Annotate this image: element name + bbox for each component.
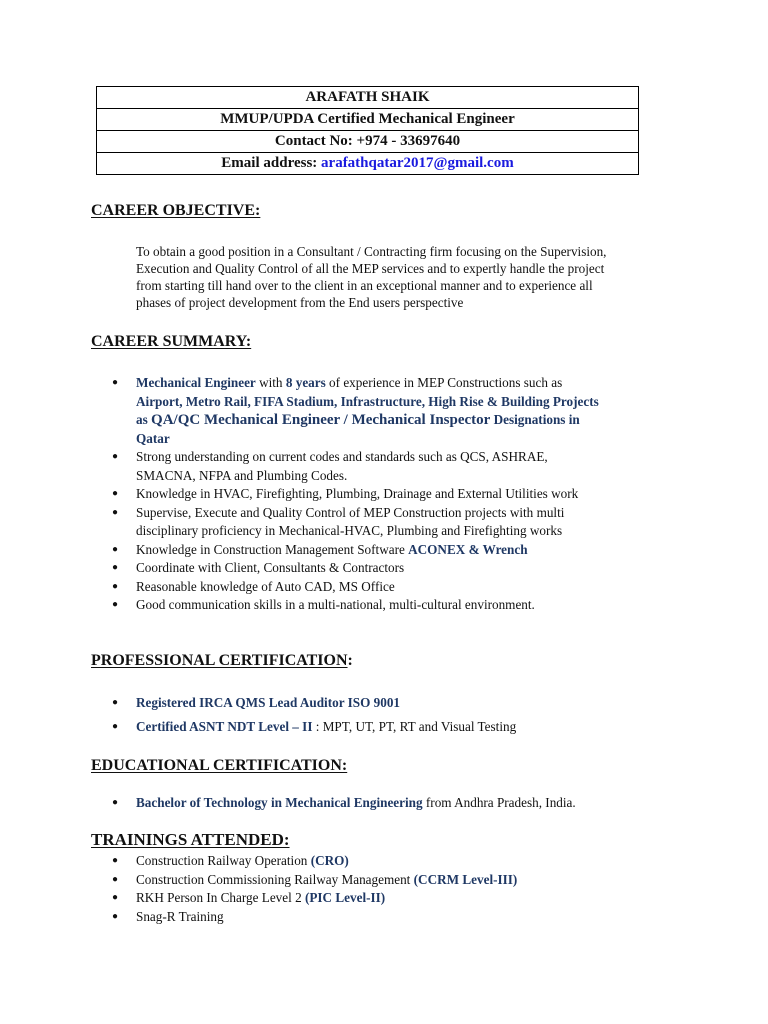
list-item (108, 448, 668, 485)
bullet-icon: ● (112, 451, 119, 462)
career-objective-heading: CAREER OBJECTIVE: (91, 202, 261, 219)
summary-text: Reasonable knowledge of Auto CAD, MS Office (136, 578, 395, 594)
bullet-icon: ● (112, 599, 119, 610)
educational-certification-list (108, 794, 668, 813)
trainings-list (108, 852, 668, 926)
bullet-icon: ● (112, 562, 119, 573)
summary-text: Supervise, Execute and Quality Control of MEP Construction projects with multi (136, 504, 565, 520)
objective-line: from starting till hand over to the client in an exceptional manner and to experience all (136, 278, 593, 293)
list-item (108, 504, 668, 541)
bullet-icon: ● (112, 797, 119, 808)
objective-line: Execution and Quality Control of all the MEP services and to expertly handle the project (136, 261, 605, 276)
training-code: (CRO) (310, 853, 349, 868)
list-item (108, 541, 668, 560)
bullet-icon: ● (112, 377, 119, 388)
bullet-icon: ● (112, 506, 119, 518)
summary-text: Knowledge in HVAC, Firefighting, Plumbing, Drainage and External Utilities work (136, 486, 579, 501)
role-text: Mechanical Engineer (136, 375, 256, 390)
list-item (108, 889, 668, 908)
educational-certification-heading: EDUCATIONAL CERTIFICATION: (91, 757, 348, 774)
as-text: as (136, 412, 152, 427)
objective-line: phases of project development from the End users perspective (136, 295, 464, 310)
training-text: RKH Person In Charge Level 2 (136, 890, 305, 905)
header-table (96, 86, 639, 175)
email-row (97, 153, 639, 175)
qatar-text: Qatar (136, 430, 170, 446)
bullet-icon: ● (112, 892, 119, 903)
bullet-icon: ● (112, 720, 119, 732)
training-code: (CCRM Level-III) (413, 871, 518, 887)
summary-text: disciplinary proficiency in Mechanical-HVAC, Plumbing and Firefighting works (136, 523, 563, 538)
training-text: Snag-R Training (136, 908, 224, 924)
trainings-heading: TRAININGS ATTENDED: (91, 830, 290, 849)
summary-text: with (255, 375, 286, 390)
summary-text: SMACNA, NFPA and Plumbing Codes. (136, 467, 348, 483)
email-label: Email address: (221, 155, 322, 171)
years-text: 8 years (285, 375, 326, 390)
career-summary-heading: CAREER SUMMARY: (91, 333, 252, 350)
summary-text: Strong understanding on current codes and standards such as QCS, ASHRAE, (136, 449, 548, 464)
list-item (108, 794, 668, 813)
email-link[interactable]: arafathqatar2017@gmail.com (321, 155, 514, 171)
list-item (108, 852, 668, 871)
summary-text: Coordinate with Client, Consultants & Contractors (136, 560, 405, 575)
projects-text: Airport, Metro Rail, FIFA Stadium, Infrastructure, High Rise & Building Projects (136, 393, 599, 409)
bullet-icon: ● (112, 488, 119, 499)
summary-text: of experience in MEP Constructions such as (325, 375, 563, 390)
list-item (108, 578, 668, 597)
training-text: Construction Commissioning Railway Management (136, 871, 414, 887)
degree-text: Bachelor of Technology in Mechanical Engineering (136, 795, 423, 810)
training-text: Construction Railway Operation (136, 853, 311, 868)
bullet-icon: ● (112, 543, 119, 555)
heading-text: PROFESSIONAL CERTIFICATION (91, 652, 348, 669)
bullet-icon: ● (112, 697, 119, 708)
bullet-icon: ● (112, 873, 119, 885)
contact-number: Contact No: +974 - 33697640 (97, 131, 639, 153)
candidate-title: MMUP/UPDA Certified Mechanical Engineer (97, 109, 639, 131)
software-text: ACONEX & Wrench (408, 541, 528, 557)
candidate-name: ARAFATH SHAIK (97, 87, 639, 109)
designations-text: Designations in (490, 412, 580, 427)
summary-text: Good communication skills in a multi-national, multi-cultural environment. (136, 597, 535, 612)
certification-text: Certified ASNT NDT Level – II (136, 718, 313, 734)
career-objective-text (136, 243, 676, 311)
list-item (108, 559, 668, 578)
list-item (108, 485, 668, 504)
certification-rest: : MPT, UT, PT, RT and Visual Testing (312, 718, 517, 734)
career-summary-list (108, 374, 668, 615)
bullet-icon: ● (112, 855, 119, 866)
list-item (108, 908, 668, 927)
summary-text: Knowledge in Construction Management Software (136, 541, 409, 557)
training-code: (PIC Level-II) (304, 890, 386, 905)
list-item (108, 694, 668, 713)
heading-colon: : (347, 652, 353, 669)
designation-text: QA/QC Mechanical Engineer / Mechanical Inspector (151, 412, 491, 428)
objective-line: To obtain a good position in a Consultant / Contracting firm focusing on the Supervision, (136, 244, 607, 259)
list-item (108, 718, 668, 737)
list-item (108, 374, 668, 448)
bullet-icon: ● (112, 580, 119, 592)
list-item (108, 596, 668, 615)
degree-rest: from Andhra Pradesh, India. (422, 795, 576, 810)
certification-text: Registered IRCA QMS Lead Auditor ISO 9001 (136, 695, 401, 710)
bullet-icon: ● (112, 910, 119, 922)
list-item (108, 871, 668, 890)
professional-certification-heading (91, 652, 353, 670)
professional-certification-list (108, 694, 668, 736)
